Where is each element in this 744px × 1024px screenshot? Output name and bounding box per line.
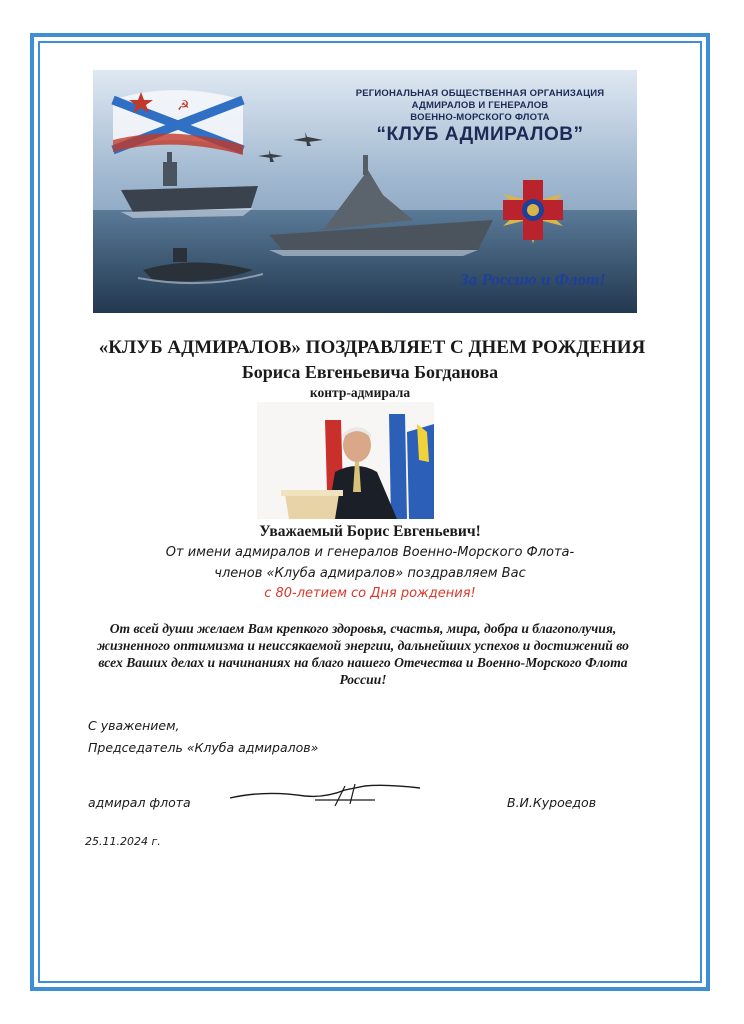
- org-line-1: РЕГИОНАЛЬНАЯ ОБЩЕСТВЕННАЯ ОРГАНИЗАЦИЯ: [355, 88, 605, 99]
- signer-rank: адмирал флота: [88, 795, 191, 810]
- date: 25.11.2024 г.: [85, 835, 161, 848]
- org-line-3: ВОЕННО-МОРСКОГО ФЛОТА: [410, 112, 550, 123]
- honoree-photo: [257, 402, 434, 519]
- chair-title: Председатель «Клуба адмиралов»: [88, 740, 319, 755]
- honoree-rank: контр-адмирала: [309, 385, 411, 400]
- signer-name: В.И.Куроедов: [507, 795, 597, 810]
- congrats-line-3: с 80-летием со Дня рождения!: [264, 586, 476, 601]
- greeting: Уважаемый Борис Евгеньевич!: [259, 523, 481, 540]
- regards: С уважением,: [88, 718, 180, 733]
- congrats-line-1: От имени адмиралов и генералов Военно-Морского Флота-: [165, 545, 575, 560]
- svg-text:☭: ☭: [177, 98, 190, 114]
- honoree-name: Бориса Евгеньевича Богданова: [241, 362, 499, 382]
- headline: «КЛУБ АДМИРАЛОВ» ПОЗДРАВЛЯЕТ С ДНЕМ РОЖДЕНИЯ: [98, 337, 646, 358]
- motto: За Россию и Флот!: [460, 270, 606, 289]
- club-name: “КЛУБ АДМИРАЛОВ”: [376, 124, 584, 145]
- wishes-paragraph: От всей души желаем Вам крепкого здоровья, счастья, мира, добра и благополучия, жизненного оптимизма и неиссякаемой энергии, дальнейших успехов и достижений во всех Ваших делах и начинаниях на благо нашего Отечества и Военно-Морского Флота России!: [97, 621, 629, 687]
- organization-name: [330, 88, 630, 124]
- org-line-2: АДМИРАЛОВ И ГЕНЕРАЛОВ: [411, 100, 549, 111]
- congrats-line-2: членов «Клуба адмиралов» поздравляем Вас: [214, 566, 526, 581]
- handwritten-signature: [225, 776, 425, 810]
